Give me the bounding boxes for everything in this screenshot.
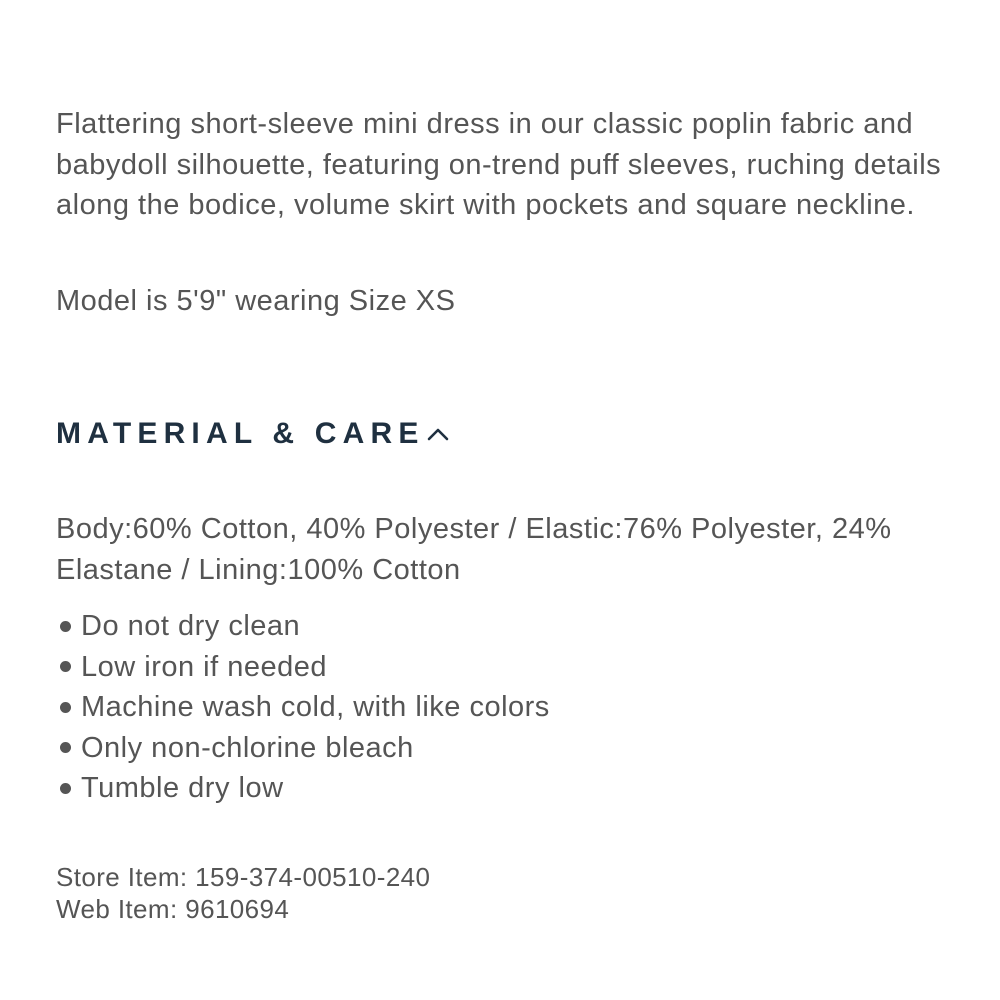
item-identifiers [56,861,430,925]
product-description: Flattering short-sleeve mini dress in our classic poplin fabric and babydoll silhouette, featuring on-trend puff sleeves, ruching details along the bodice, volume skirt with pockets and square neckline. [56,108,942,221]
care-instruction-text: Only non-chlorine bleach [81,731,414,764]
store-item-number: Store Item: 159-374-00510-240 [56,862,431,892]
care-instruction-text: Tumble dry low [81,772,284,804]
care-instruction-item [56,768,550,809]
care-instruction-item [56,606,550,647]
care-instruction-text: Machine wash cold, with like colors [81,691,550,723]
material-care-toggle[interactable] [56,412,449,456]
bullet-icon [60,661,71,672]
bullet-icon [60,702,71,713]
material-composition: Body:60% Cotton, 40% Polyester / Elastic:76% Polyester, 24% Elastane / Lining:100% Cotton [56,513,892,586]
care-instruction-item [56,728,550,769]
bullet-icon [60,742,71,753]
care-instruction-text: Do not dry clean [81,610,301,642]
care-instruction-item [56,647,550,688]
care-instructions-list [56,606,550,809]
web-item-number: Web Item: 9610694 [56,894,290,924]
care-instruction-item [56,687,550,728]
chevron-up-icon [427,423,449,445]
model-size-info: Model is 5'9" wearing Size XS [56,285,456,317]
bullet-icon [60,621,71,632]
bullet-icon [60,783,71,794]
care-instruction-text: Low iron if needed [81,650,327,683]
material-care-heading: MATERIAL & CARE [56,417,425,450]
